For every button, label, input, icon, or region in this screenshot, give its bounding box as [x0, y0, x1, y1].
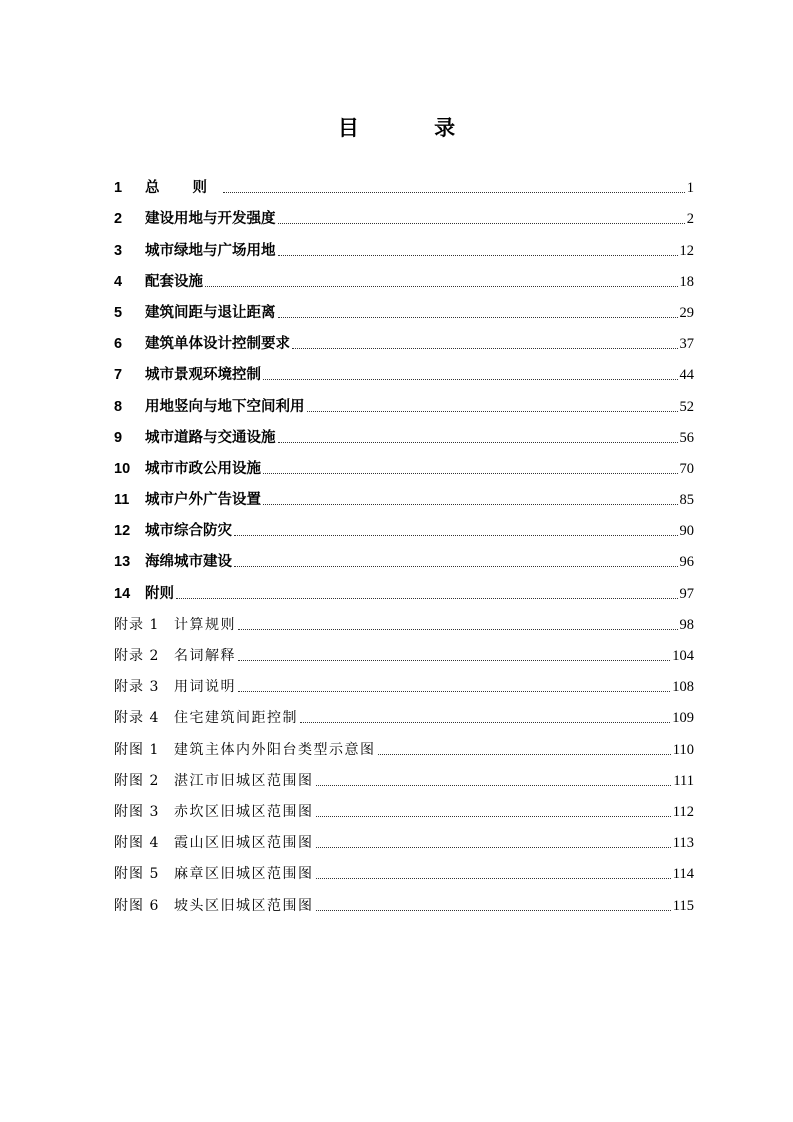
dot-leader — [238, 690, 670, 692]
page-number: 90 — [679, 523, 694, 540]
page-number: 2 — [686, 211, 694, 228]
chapter-number: 11 — [114, 492, 130, 509]
chapter-title: 海绵城市建设 — [145, 554, 232, 571]
chapter-title: 城市道路与交通设施 — [145, 429, 276, 446]
page-number: 112 — [672, 803, 694, 820]
page-number: 56 — [679, 429, 694, 446]
dot-leader — [316, 877, 671, 879]
page-number: 18 — [679, 273, 694, 290]
figure-title: 赤坎区旧城区范围图 — [174, 803, 314, 820]
chapter-title: 城市户外广告设置 — [145, 492, 261, 509]
toc-entry-chapter-4[interactable] — [114, 260, 694, 291]
page-number: 111 — [673, 772, 694, 789]
chapter-title: 城市景观环境控制 — [145, 367, 261, 384]
page-number: 115 — [672, 897, 694, 914]
dot-leader — [278, 316, 678, 318]
toc-entry-chapter-3[interactable] — [114, 228, 694, 259]
dot-leader — [263, 378, 678, 380]
figure-number: 附图 6 — [114, 897, 160, 914]
appendix-number: 附录 3 — [114, 679, 160, 696]
dot-leader — [263, 472, 678, 474]
page-number: 29 — [679, 304, 694, 321]
page-number: 12 — [679, 242, 694, 259]
dot-leader — [278, 441, 678, 443]
appendix-number: 附录 4 — [114, 710, 160, 727]
figure-title: 霞山区旧城区范围图 — [174, 835, 314, 852]
chapter-number: 3 — [114, 242, 123, 259]
dot-leader — [316, 846, 671, 848]
chapter-title: 城市市政公用设施 — [145, 460, 261, 477]
dot-leader — [234, 534, 678, 536]
toc-entry-chapter-9[interactable] — [114, 416, 694, 447]
chapter-title: 总 则 — [145, 180, 222, 197]
dot-leader — [238, 659, 670, 661]
dot-leader — [316, 909, 671, 911]
figure-title: 坡头区旧城区范围图 — [174, 897, 314, 914]
table-of-contents — [114, 166, 694, 915]
chapter-number: 12 — [114, 523, 131, 540]
figure-title: 麻章区旧城区范围图 — [174, 866, 314, 883]
chapter-number: 8 — [114, 398, 123, 415]
page-number: 113 — [672, 835, 694, 852]
chapter-title: 附则 — [145, 585, 174, 602]
toc-entry-appendix-2[interactable] — [114, 634, 694, 665]
toc-entry-chapter-8[interactable] — [114, 384, 694, 415]
figure-title: 湛江市旧城区范围图 — [174, 772, 314, 789]
page-number: 85 — [679, 492, 694, 509]
page-number: 114 — [672, 866, 694, 883]
toc-entry-chapter-7[interactable] — [114, 353, 694, 384]
page-number: 108 — [672, 679, 694, 696]
toc-entry-figure-6[interactable] — [114, 883, 694, 914]
dot-leader — [316, 815, 671, 817]
toc-entry-chapter-6[interactable] — [114, 322, 694, 353]
appendix-number: 附录 1 — [114, 616, 160, 633]
chapter-number: 9 — [114, 429, 123, 446]
chapter-title: 建筑间距与退让距离 — [145, 304, 276, 321]
chapter-number: 13 — [114, 554, 131, 571]
chapter-number: 4 — [114, 273, 123, 290]
page-number: 1 — [686, 180, 694, 197]
toc-entry-figure-1[interactable] — [114, 727, 694, 758]
dot-leader — [205, 285, 678, 287]
toc-entry-chapter-2[interactable] — [114, 197, 694, 228]
dot-leader — [278, 222, 685, 224]
chapter-title: 建筑单体设计控制要求 — [145, 336, 290, 353]
page-number: 97 — [679, 585, 694, 602]
appendix-title: 住宅建筑间距控制 — [174, 710, 298, 727]
appendix-number: 附录 2 — [114, 648, 160, 664]
appendix-title: 计算规则 — [174, 616, 236, 633]
dot-leader — [234, 565, 678, 567]
appendix-title: 名词解释 — [174, 648, 236, 664]
chapter-title: 用地竖向与地下空间利用 — [145, 398, 305, 415]
toc-entry-appendix-4[interactable] — [114, 696, 694, 727]
dot-leader — [238, 628, 678, 630]
figure-number: 附图 5 — [114, 866, 160, 883]
page-number: 52 — [679, 398, 694, 415]
toc-entry-chapter-14[interactable] — [114, 571, 694, 602]
toc-entry-chapter-1[interactable] — [114, 166, 694, 197]
toc-entry-appendix-3[interactable] — [114, 665, 694, 696]
dot-leader — [378, 753, 671, 755]
page-number: 96 — [679, 554, 694, 571]
toc-entry-chapter-11[interactable] — [114, 478, 694, 509]
toc-entry-figure-3[interactable] — [114, 790, 694, 821]
chapter-number: 2 — [114, 211, 123, 228]
toc-entry-chapter-12[interactable] — [114, 509, 694, 540]
toc-entry-figure-2[interactable] — [114, 759, 694, 790]
dot-leader — [223, 191, 685, 193]
figure-number: 附图 1 — [114, 741, 160, 758]
chapter-title: 配套设施 — [145, 273, 203, 290]
dot-leader — [176, 597, 678, 599]
chapter-title: 城市综合防灾 — [145, 523, 232, 540]
chapter-title: 城市绿地与广场用地 — [145, 242, 276, 259]
dot-leader — [278, 254, 678, 256]
toc-entry-chapter-5[interactable] — [114, 291, 694, 322]
toc-entry-figure-4[interactable] — [114, 821, 694, 852]
figure-number: 附图 2 — [114, 772, 160, 789]
page-number: 104 — [672, 648, 694, 664]
chapter-number: 5 — [114, 304, 123, 321]
toc-entry-chapter-10[interactable] — [114, 447, 694, 478]
page-number: 98 — [679, 616, 694, 633]
figure-title: 建筑主体内外阳台类型示意图 — [174, 741, 376, 758]
dot-leader — [263, 503, 678, 505]
toc-entry-chapter-13[interactable] — [114, 540, 694, 571]
figure-number: 附图 3 — [114, 803, 160, 820]
page-number: 44 — [679, 367, 694, 384]
page-number: 110 — [672, 741, 694, 758]
page-number: 109 — [672, 710, 694, 727]
chapter-number: 10 — [114, 460, 131, 477]
chapter-number: 14 — [114, 585, 131, 602]
chapter-number: 1 — [114, 180, 123, 197]
chapter-number: 7 — [114, 367, 123, 384]
toc-entry-appendix-1[interactable] — [114, 603, 694, 634]
dot-leader — [300, 721, 670, 723]
page-number: 70 — [679, 460, 694, 477]
figure-number: 附图 4 — [114, 835, 160, 852]
chapter-title: 建设用地与开发强度 — [145, 211, 276, 228]
page-number: 37 — [679, 336, 694, 353]
dot-leader — [307, 410, 678, 412]
page-title: 目 录 — [337, 116, 490, 140]
toc-entry-figure-5[interactable] — [114, 852, 694, 883]
chapter-number: 6 — [114, 336, 123, 353]
dot-leader — [316, 784, 672, 786]
appendix-title: 用词说明 — [174, 679, 236, 696]
dot-leader — [292, 347, 678, 349]
